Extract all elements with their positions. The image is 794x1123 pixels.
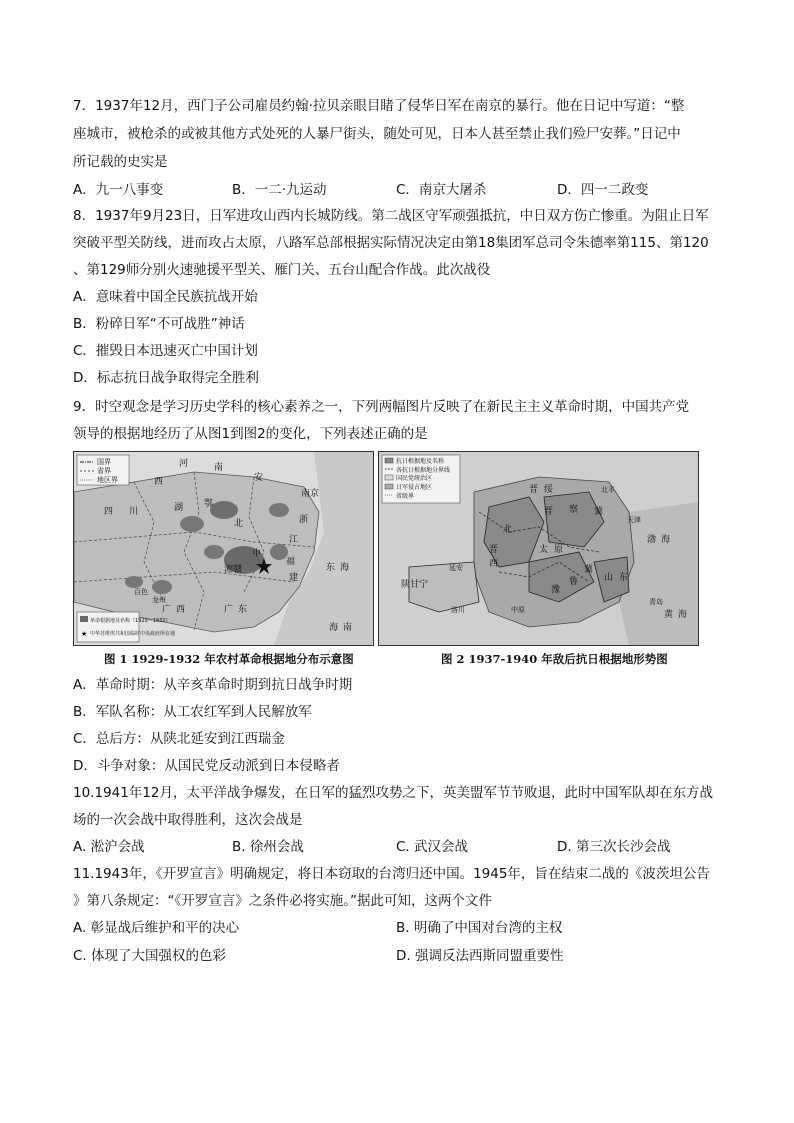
q9-option-b[interactable]: B．军队名称：从工农红军到人民解放军 [73, 704, 312, 720]
q8-option-d[interactable]: D．标志抗日战争取得完全胜利 [73, 370, 259, 386]
map1-legend-2: 地区界 [97, 476, 118, 484]
map1-label-25: 南 [343, 623, 353, 633]
map1-label-23: 龙州 [152, 596, 166, 604]
q11-stem-line-2: 》第八条规定：“《开罗宣言》之条件必将实施。”据此可知，这两个文件 [73, 893, 492, 909]
q10-option-b[interactable]: B. 徐州会战 [232, 839, 304, 855]
map2-label-22: 海 [678, 610, 688, 620]
map2-label-14: 山 [604, 573, 614, 583]
map1-label-16: 东 [326, 563, 336, 573]
q8-stem-line-1: 8．1937年9月23日，日军进攻山西内长城防线。第二战区守军顽强抵抗，中日双方伤亡惨重。为阻止日军 [73, 208, 709, 224]
map-rural-base-areas [73, 451, 374, 646]
map1-legend-1: 省界 [97, 467, 111, 475]
map2-legend-2: 国民党统治区 [396, 475, 433, 482]
map1-label-24: 海 [329, 623, 339, 633]
map1-label-8: 鄂 [204, 499, 214, 509]
map2-label-12: 鲁 [569, 577, 579, 587]
q11-option-d[interactable]: D. 强调反法西斯同盟重要性 [396, 948, 564, 964]
map1-label-17: 海 [340, 563, 350, 573]
map2-label-6: 延安 [449, 564, 463, 572]
map1-label-11: 江 [289, 535, 299, 545]
map2-label-18: 北 [503, 525, 513, 535]
q9-stem-line-1: 9．时空观念是学习历史学科的核心素养之一，下列两幅图片反映了在新民主主义革命时期，中国共产党 [73, 399, 690, 415]
q10-stem-line-1: 10.1941年12月，太平洋战争爆发，在日军的猛烈攻势之下，英美盟军节节败退，此时中国军队却在东方战 [73, 785, 714, 801]
q8-option-c[interactable]: C．摧毁日本迅速灭亡中国计划 [73, 343, 258, 359]
map2-label-21: 黄 [664, 610, 674, 620]
q7-stem-line-3: 所记载的史实是 [73, 154, 168, 170]
map2-label-17: 西 [489, 559, 499, 569]
map2-label-11: 冀 [584, 565, 594, 575]
map1-label-12: 湘赣 [224, 565, 243, 575]
map1-label-2: 安 [254, 473, 264, 483]
q9-stem-line-2: 领导的根据地经历了从图1到图2的变化，下列表述正确的是 [73, 426, 428, 442]
map2-legend-1: 各抗日根据地分界线 [396, 467, 451, 474]
map1-label-7: 湖 [174, 503, 184, 513]
map1-label-20: 广 [224, 605, 234, 615]
map1-label-0: 河 [179, 459, 189, 469]
map2-label-3: 北平 [601, 486, 615, 494]
map2-label-13: 豫 [551, 585, 561, 595]
map1-label-15: 建 [289, 573, 299, 583]
q7-option-c[interactable]: C．南京大屠杀 [396, 182, 487, 198]
q7-stem-line-2: 座城市，被枪杀的或被其他方式处死的人暴尸街头，随处可见，日本人甚至禁止我们殓尸安葬。”日记中 [73, 126, 681, 142]
q8-option-a[interactable]: A．意味着中国全民族抗战开始 [73, 289, 258, 305]
map1-label-19: 西 [176, 605, 186, 615]
map2-legend-4: 省级界 [396, 493, 415, 500]
q7-option-a[interactable]: A．九一八事变 [73, 182, 164, 198]
map1-label-13: 中 [252, 549, 262, 559]
q11-option-c[interactable]: C. 体现了大国强权的色彩 [73, 948, 227, 964]
map1-label-6: 川 [129, 507, 139, 517]
map1-label-5: 四 [104, 507, 114, 517]
map2-label-23: 青岛 [649, 598, 663, 606]
map2-label-2: 冀 [594, 507, 604, 517]
q8-stem-line-3: 、第129师分别火速驰援平型关、雁门关、五台山配合作战。此次战役 [73, 262, 491, 278]
map2-label-4: 天津 [627, 516, 641, 524]
q11-option-a[interactable]: A. 彰显战后维护和平的决心 [73, 920, 240, 936]
map2-label-8: 绥 [544, 485, 554, 495]
map1-label-14: 福 [286, 557, 296, 567]
map1-caption: 图 1 1929-1932 年农村革命根据地分布示意图 [104, 652, 354, 666]
map2-label-20: 海 [661, 535, 671, 545]
q7-option-b[interactable]: B．一二·九运动 [232, 182, 327, 198]
q9-option-c[interactable]: C．总后方：从陕北延安到江西瑞金 [73, 731, 285, 747]
map2-label-24: 洛川 [451, 606, 465, 614]
q9-option-d[interactable]: D．斗争对象：从国民党反动派到日本侵略者 [73, 758, 340, 774]
map2-label-5: 陕甘宁 [401, 580, 429, 590]
map2-label-0: 晋 [544, 507, 554, 517]
q8-stem-line-2: 突破平型关防线，进而攻占太原，八路军总部根据实际情况决定由第18集团军总司令朱德率第115、第120 [73, 235, 709, 251]
map2-legend-3: 日军侵占地区 [396, 484, 433, 491]
map1-label-10: 浙 [299, 515, 309, 525]
map2-label-7: 晋 [529, 485, 539, 495]
star-icon: ★ [81, 630, 88, 638]
q10-option-a[interactable]: A. 淞沪会战 [73, 839, 145, 855]
map2-label-16: 晋 [489, 545, 499, 555]
q10-option-d[interactable]: D. 第三次长沙会战 [557, 839, 671, 855]
map2-label-19: 渤 [647, 535, 657, 545]
map2-label-25: 中原 [511, 606, 525, 614]
map1-label-21: 东 [238, 605, 248, 615]
map1-label-3: 南京 [301, 489, 320, 499]
map1-legend2-0: 革命根据地及名称（1929～1932） [90, 618, 171, 624]
map1-label-9: 北 [234, 519, 244, 529]
map2-label-15: 东 [619, 573, 629, 583]
map2-label-9: 太 [539, 545, 549, 555]
map1-label-1: 南 [214, 463, 224, 473]
q11-option-b[interactable]: B. 明确了中国对台湾的主权 [396, 920, 563, 936]
q10-option-c[interactable]: C. 武汉会战 [396, 839, 469, 855]
map2-caption: 图 2 1937-1940 年敌后抗日根据地形势图 [441, 652, 668, 666]
map-anti-japanese-bases [378, 451, 699, 646]
q10-stem-line-2: 场的一次会战中取得胜利，这次会战是 [73, 812, 303, 828]
q11-stem-line-1: 11.1943年，《开罗宣言》明确规定，将日本窃取的台湾归还中国。1945年，旨在结束二战的《波茨坦公告 [73, 866, 710, 882]
map2-label-10: 原 [554, 545, 564, 555]
map1-label-22: 百色 [134, 588, 148, 596]
map1-legend2-1: 中华苏维埃共和国临时中央政府所在地 [90, 631, 176, 637]
map2-legend-0: 抗日根据地及名称 [396, 458, 445, 465]
q9-option-a[interactable]: A．革命时期：从辛亥革命时期到抗日战争时期 [73, 677, 353, 693]
map1-label-18: 广 [162, 605, 172, 615]
q7-option-d[interactable]: D．四一二政变 [557, 182, 649, 198]
q8-option-b[interactable]: B．粉碎日军“不可战胜”神话 [73, 316, 245, 332]
map1-label-4: 西 [154, 477, 164, 487]
q7-stem-line-1: 7．1937年12月，西门子公司雇员约翰·拉贝亲眼目睹了侵华日军在南京的暴行。他在日记中写道：“整 [73, 98, 685, 114]
map2-label-1: 察 [569, 505, 579, 515]
map1-legend-0: 国界 [97, 458, 111, 466]
